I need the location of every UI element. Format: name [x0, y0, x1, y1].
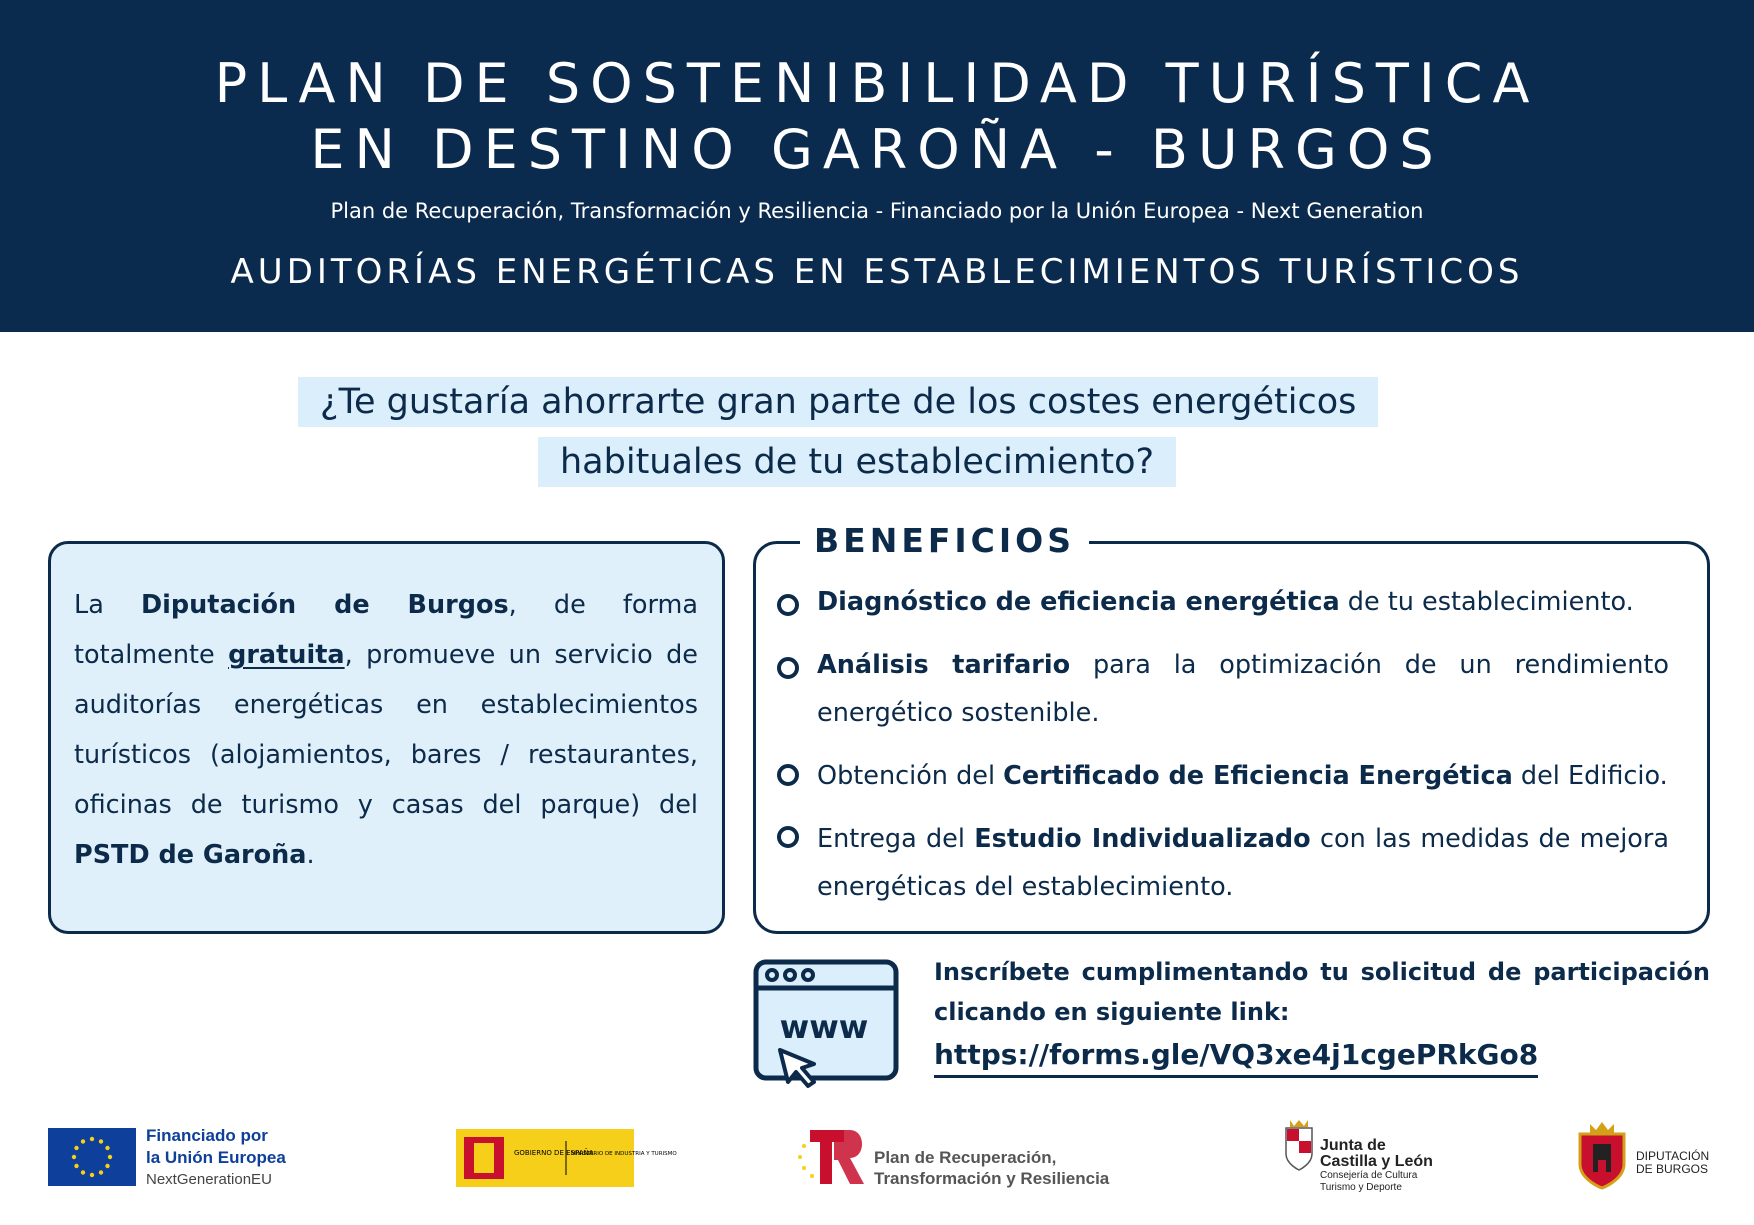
eu-flag-icon: [48, 1128, 136, 1186]
jcyl-line: Junta de: [1320, 1137, 1386, 1154]
title-line-2: EN DESTINO GAROÑA - BURGOS: [310, 118, 1444, 181]
www-label: www: [779, 1008, 869, 1046]
ministerio-text: MINISTERIO DE INDUSTRIA Y TURISMO: [571, 1151, 677, 1157]
bullet-icon: [777, 657, 799, 679]
benefit-text: Obtención del: [817, 761, 1004, 791]
title-line-1: PLAN DE SOSTENIBILIDAD TURÍSTICA: [214, 52, 1540, 115]
eu-line: NextGenerationEU: [146, 1171, 272, 1188]
prtr-line: Plan de Recuperación,: [874, 1148, 1057, 1167]
bullet-icon: [777, 764, 799, 786]
benefit-bold: Análisis tarifario: [817, 650, 1071, 680]
benefit-bold: Certificado de Eficiencia Energética: [1003, 761, 1513, 791]
question-line-2: habituales de tu establecimiento?: [538, 437, 1176, 487]
prtr-line: Transformación y Resiliencia: [874, 1169, 1110, 1188]
eu-line: Financiado por: [146, 1126, 268, 1145]
benefits-title: BENEFICIOS: [800, 518, 1089, 564]
info-text-part: .: [306, 840, 315, 870]
benefit-text: del Edificio.: [1512, 761, 1668, 791]
benefit-bold: Diagnóstico de eficiencia energética: [817, 587, 1340, 617]
diputacion-text: [1636, 1150, 1709, 1176]
benefit-text: de tu establecimiento.: [1339, 587, 1634, 617]
benefit-text: con las medidas de mejora energéticas del establecimiento.: [817, 824, 1670, 902]
jcyl-line: Turismo y Deporte: [1320, 1182, 1402, 1193]
eu-funding-text: [146, 1125, 286, 1191]
info-gratuita: gratuita: [228, 640, 345, 670]
diputacion-shield-icon: [1576, 1120, 1628, 1190]
benefit-text: Entrega del: [817, 824, 975, 854]
benefit-item: [817, 641, 1669, 737]
gob-text: GOBIERNO DE ESPAÑA: [514, 1149, 594, 1157]
info-diputacion: Diputación de Burgos: [140, 590, 509, 620]
signup-text: Inscríbete cumplimentando tu solicitud de participación clicando en siguiente link:: [934, 958, 1710, 1026]
benefit-item: [817, 578, 1669, 626]
bullet-icon: [777, 594, 799, 616]
jcyl-line: Castilla y León: [1320, 1153, 1433, 1170]
jcyl-line: Consejería de Cultura: [1320, 1170, 1418, 1181]
info-text: [74, 580, 698, 880]
benefit-item: [817, 815, 1669, 911]
prtr-text: [874, 1147, 1109, 1189]
subtitle: Plan de Recuperación, Transformación y Resiliencia - Financiado por la Unión Europea - Next Generation: [330, 199, 1424, 223]
info-pstd: PSTD de Garoña: [74, 840, 307, 870]
jcyl-shield-icon: [1282, 1118, 1316, 1172]
benefit-bold: Estudio Individualizado: [974, 824, 1311, 854]
info-text-part: , de forma totalmente: [74, 590, 698, 670]
benefit-item: [817, 752, 1669, 800]
jcyl-text: [1320, 1138, 1433, 1194]
dip-line: DIPUTACIÓN: [1636, 1149, 1710, 1163]
gobierno-espana-logo: [456, 1129, 677, 1187]
question-line-1: ¿Te gustaría ahorrarte gran parte de los costes energéticos: [298, 377, 1378, 427]
section-title: AUDITORÍAS ENERGÉTICAS EN ESTABLECIMIENTOS TURÍSTICOS: [230, 252, 1524, 292]
dip-line: DE BURGOS: [1636, 1162, 1709, 1176]
benefit-text: para la optimización de un rendimiento energético sostenible.: [817, 650, 1669, 728]
info-text-part: , promueve un servicio de auditorías energéticas en establecimientos turísticos (alojamientos, bares / restaurantes, oficinas de turismo y casas del parque) del: [74, 640, 698, 820]
header-banner: [0, 0, 1754, 332]
prtr-logo-icon: [794, 1124, 868, 1190]
info-text-part: La: [74, 590, 141, 620]
bullet-icon: [777, 826, 799, 848]
browser-www-icon: [752, 958, 900, 1094]
signup-link[interactable]: https://forms.gle/VQ3xe4j1cgePRkGo8: [934, 1038, 1538, 1078]
eu-line: la Unión Europea: [146, 1148, 286, 1167]
